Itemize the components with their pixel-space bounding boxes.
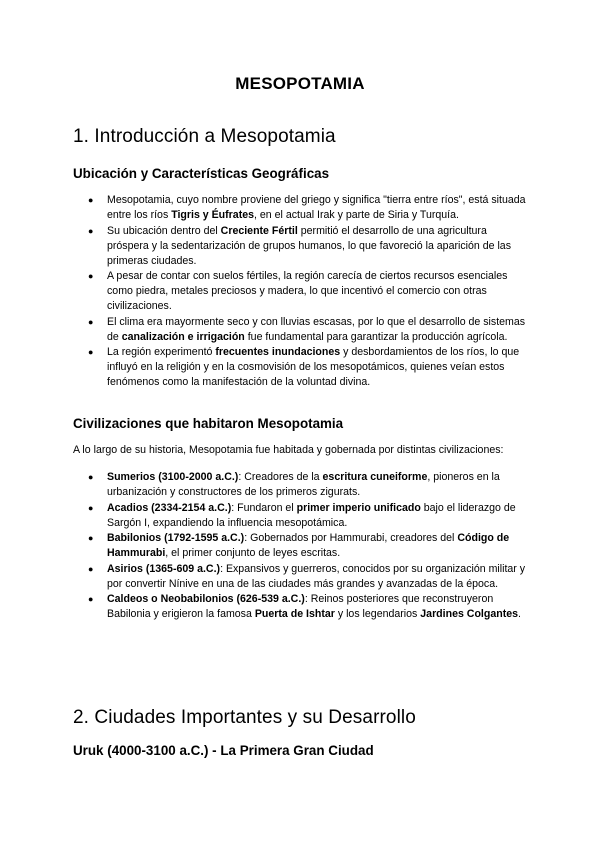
civilizations-list [73,470,528,623]
bullet-icon: ● [88,594,94,604]
text-run: : Reinos posteriores que reconstruyeron Babilonia y erigieron la famosa [107,593,494,620]
text-run: : Creadores de la [238,471,323,483]
text-run: , pioneros en la urbanización y constructores de los primeros zigurats. [107,471,500,498]
bold-text: Caldeos o Neobabilonios (626-539 a.C.) [107,593,305,605]
bullet-icon: ● [88,563,94,574]
geography-list [73,193,528,391]
list-item [73,562,528,592]
bold-text: Babilonios (1792-1595 a.C.) [107,532,245,544]
list-item [73,193,528,223]
bullet-icon: ● [88,347,94,357]
section-1-heading: 1. Introducción a Mesopotamia [73,126,336,147]
bold-text: Asirios (1365-609 a.C.) [107,562,221,575]
text-run: A pesar de contar con suelos fértiles, la región carecía de ciertos recursos esenciales como piedra, metales preciosos y madera, lo que incentivó el comercio con otras civilizaciones. [107,270,508,312]
civilizations-intro: A lo largo de su historia, Mesopotamia fue habitada y gobernada por distintas civilizaciones: [73,444,504,456]
bold-text: Creciente Fértil [220,224,298,237]
text-run: y desbordamientos de los ríos, lo que influyó en la religión y en la cosmovisión de los mesopotámicos, quienes veían estos fenómenos como la manifestación de la voluntad divina. [107,346,520,388]
bold-text: Puerta de Ishtar [254,608,335,620]
list-item [73,269,528,314]
bold-text: Código de Hammurabi [107,532,510,559]
bold-text: Tigris y Éufrates [171,209,255,221]
text-run: : Gobernados por Hammurabi, creadores del [244,532,458,544]
list-item [73,470,528,500]
bullet-icon: ● [88,271,94,281]
bold-text: canalización e irrigación [121,330,245,343]
bold-text: Sumerios (3100-2000 a.C.) [107,471,239,483]
text-run: Mesopotamia, cuyo nombre proviene del griego y significa "tierra entre ríos", está situada entre los ríos [107,194,526,221]
text-run: La región experimentó [107,346,216,358]
list-item [73,592,528,622]
text-run: , el primer conjunto de leyes escritas. [165,547,341,559]
list-item [73,345,528,390]
bold-text: Acadios (2334-2154 a.C.) [107,501,232,514]
text-run: bajo el liderazgo de Sargón I, expandiendo la influencia mesopotámica. [107,501,516,529]
list-item [73,315,528,345]
text-run: . [518,608,521,620]
bullet-icon: ● [88,195,94,205]
list-item [73,501,528,531]
bullet-icon: ● [88,472,94,482]
text-run: , en el actual Irak y parte de Siria y Turquía. [254,209,459,221]
section-2-heading: 2. Ciudades Importantes y su Desarrollo [73,707,416,728]
text-run: : Expansivos y guerreros, conocidos por su organización militar y por convertir Nínive en una de las ciudades más grandes y avanzadas de la época. [107,562,526,590]
list-item [73,224,528,269]
subsection-geography-heading: Ubicación y Características Geográficas [73,166,330,181]
list-item [73,531,528,561]
bold-text: escritura cuneiforme [322,471,428,483]
bullet-icon: ● [88,502,94,513]
subsection-uruk-heading: Uruk (4000-3100 a.C.) - La Primera Gran Ciudad [73,743,374,758]
text-run: : Fundaron el [231,501,297,514]
document-title: MESOPOTAMIA [235,74,365,93]
bullet-icon: ● [88,316,94,327]
text-run: Su ubicación dentro del [107,224,221,237]
bold-text: primer imperio unificado [296,501,421,514]
bullet-icon: ● [88,533,94,543]
text-run: y los legendarios [334,608,421,620]
subsection-civilizations-heading: Civilizaciones que habitaron Mesopotamia [73,416,344,431]
text-run: permitió el desarrollo de una agricultura próspera y la sedentarización de grupos humanos, lo que favoreció la aparición de las primeras ciudades. [107,224,511,267]
text-run: fue fundamental para garantizar la producción agrícola. [244,330,508,343]
bold-text: frecuentes inundaciones [215,346,341,358]
text-run: El clima era mayormente seco y con lluvias escasas, por lo que el desarrollo de sistemas de [107,315,526,343]
bullet-icon: ● [88,225,94,236]
bold-text: Jardines Colgantes [420,608,519,620]
